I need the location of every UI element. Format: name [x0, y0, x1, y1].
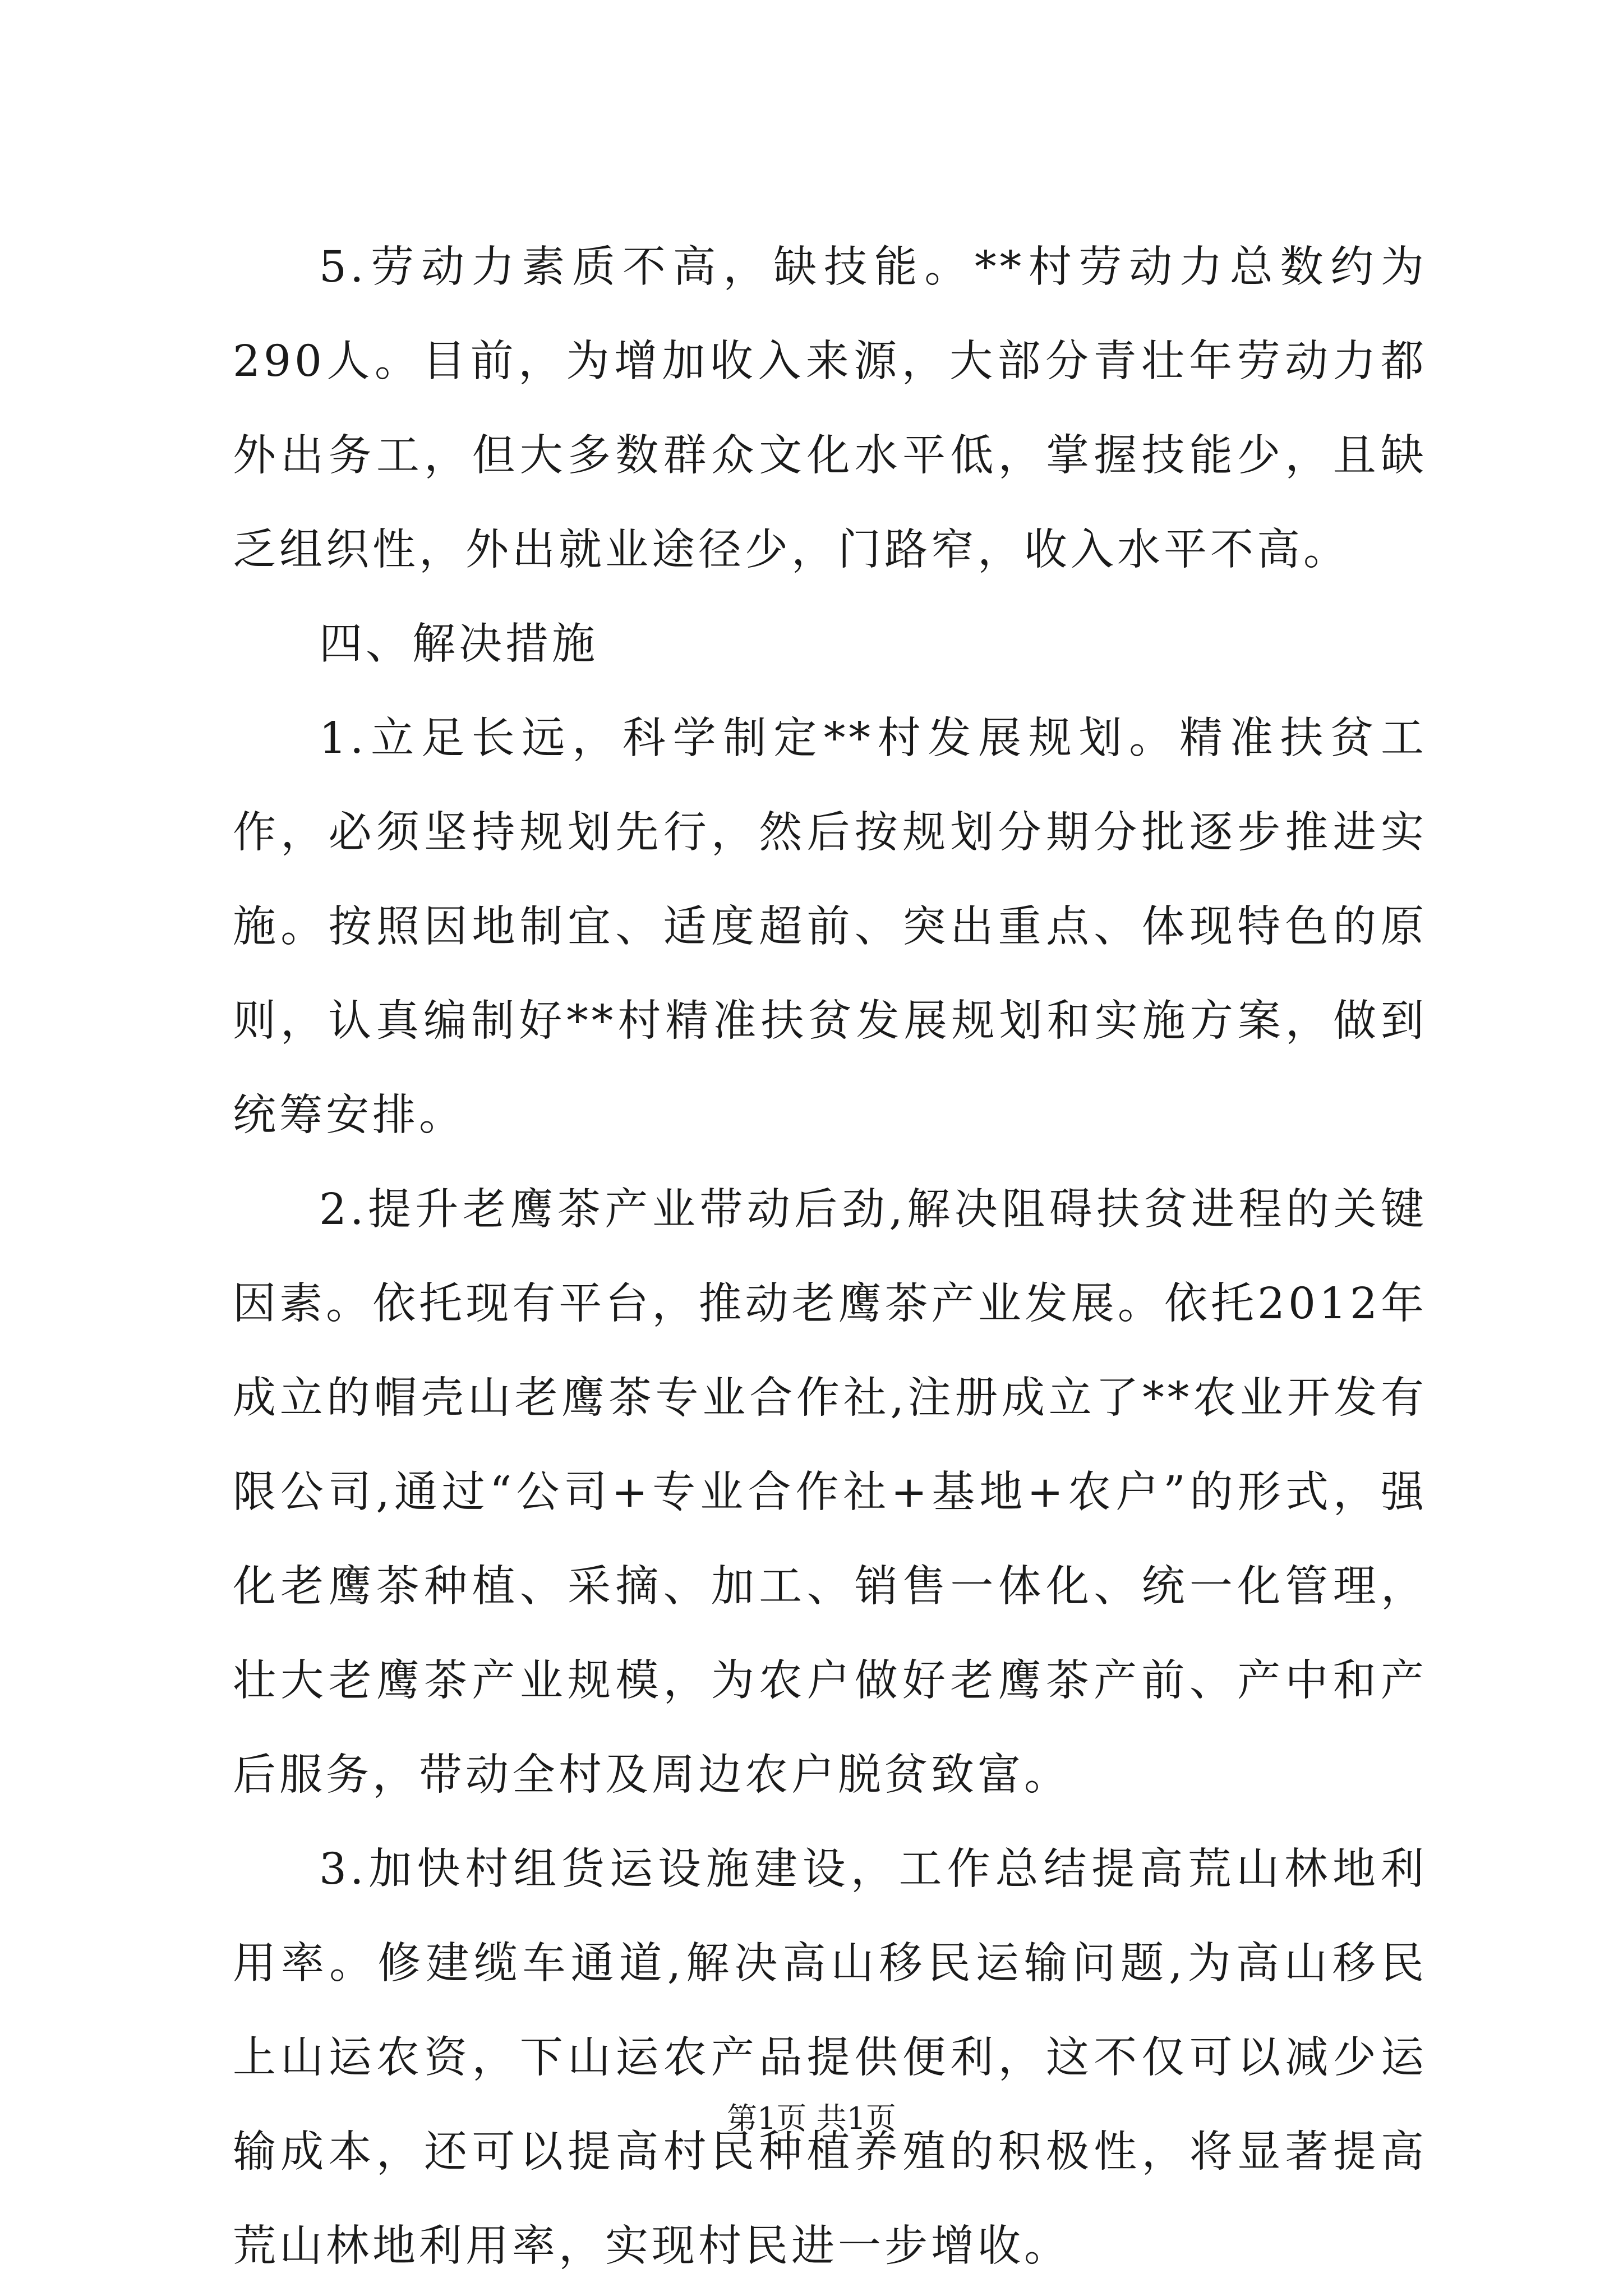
- paragraph-development-plan: 1.立足长远，科学制定**村发展规划。精准扶贫工作，必须坚持规划先行，然后按规划分期分批逐步推进实施。按照因地制宜、适度超前、突出重点、体现特色的原则，认真编制好**村精准扶贫发展规划和实施方案，做到统筹安排。: [233, 714, 1427, 1140]
- page-footer: 第1页 共1页: [727, 2101, 896, 2136]
- document-body: [233, 220, 1427, 2294]
- paragraph-labor-quality: 5.劳动力素质不高，缺技能。**村劳动力总数约为290人。目前，为增加收入来源，大部分青壮年劳动力都外出务工，但大多数群众文化水平低，掌握技能少，且缺乏组织性，外出就业途径少，门路窄，收入水平不高。: [233, 242, 1427, 575]
- paragraph-transport-facilities: 3.加快村组货运设施建设，工作总结提高荒山林地利用率。修建缆车通道,解决高山移民运输问题,为高山移民上山运农资，下山运农产品提供便利，这不仅可以减少运输成本，还可以提高村民种植养殖的积极性，将显著提高荒山林地利用率，实现村民进一步增收。: [233, 1844, 1427, 2271]
- section-heading-solutions: 四、解决措施: [319, 619, 598, 669]
- paragraph-tea-industry: 2.提升老鹰茶产业带动后劲,解决阻碍扶贫进程的关键因素。依托现有平台，推动老鹰茶产业发展。依托2012年成立的帽壳山老鹰茶专业合作社,注册成立了**农业开发有限公司,通过“公司+专业合作社+基地+农户”的形式，强化老鹰茶种植、采摘、加工、销售一体化、统一化管理，壮大老鹰茶产业规模，为农户做好老鹰茶产前、产中和产后服务，带动全村及周边农户脱贫致富。: [233, 1185, 1427, 1800]
